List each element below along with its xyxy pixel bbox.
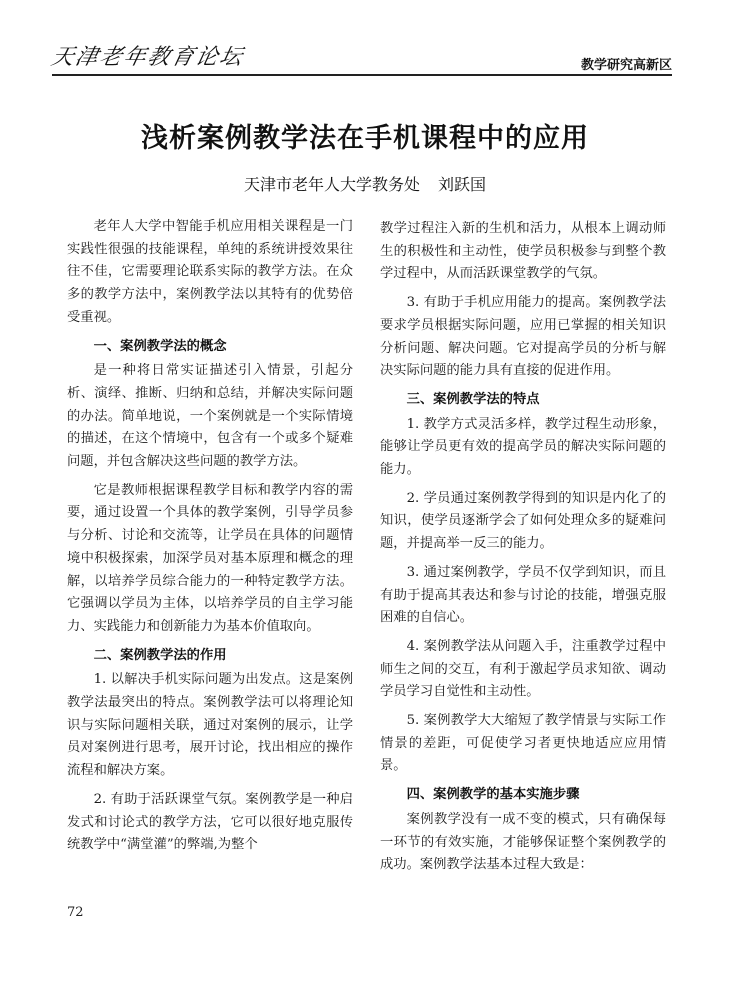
byline xyxy=(0,172,730,195)
body-paragraph: 案例教学没有一成不变的模式，只有确保每一环节的有效实施，才能够保证整个案例教学的成功。案例教学法基本过程大致是： xyxy=(380,811,666,873)
author-name: 刘跃国 xyxy=(438,175,487,194)
body-paragraph: 是一种将日常实证描述引入情景，引起分析、演绎、推断、归纳和总结，并解决实际问题的办法。简单地说，一个案例就是一个实际情境的描述，在这个情境中，包含有一个或多个疑难问题，并包含解决这些问题的教学方法。 xyxy=(67,363,353,470)
body-paragraph: 3. 有助于手机应用能力的提高。案例教学法要求学员根据实际问题，应用已掌握的相关知识分析问题、解决问题。它对提高学员的分析与解决实际问题的能力具有直接的促进作用。 xyxy=(380,295,666,379)
body-paragraph: 2. 有助于活跃课堂气氛。案例教学是一种启发式和讨论式的教学方法，它可以很好地克服传统教学中“满堂灌”的弊端,为整个 xyxy=(67,791,353,853)
section-heading: 一、案例教学法的概念 xyxy=(93,338,227,354)
body-paragraph: 教学过程注入新的生机和活力，从根本上调动师生的积极性和主动性，使学员积极参与到整个教学过程中，从而活跃课堂教学的气氛。 xyxy=(380,221,666,282)
body-paragraph: 它是教师根据课程教学目标和教学内容的需要，通过设置一个具体的教学案例，引导学员参与分析、讨论和交流等，让学员在具体的问题情境中积极探索，加深学员对基本原理和概念的理解，以培养学员综合能力的一种特定教学方法。它强调以学员为主体，以培养学员的自主学习能力、实践能力和创新能力为基本价值取向。 xyxy=(67,482,353,634)
page-number: 72 xyxy=(67,905,84,920)
left-column xyxy=(67,216,353,863)
body-paragraph: 3. 通过案例教学，学员不仅学到知识，而且有助于提高其表达和参与讨论的技能，增强克服困难的自信心。 xyxy=(380,564,666,626)
right-column xyxy=(380,218,666,883)
masthead xyxy=(48,40,672,76)
section-heading: 四、案例教学的基本实施步骤 xyxy=(406,787,580,803)
body-paragraph: 2. 学员通过案例教学得到的知识是内化了的知识，使学员逐渐学会了如何处理众多的疑难问题，并提高举一反三的能力。 xyxy=(380,490,666,552)
body-paragraph: 老年人大学中智能手机应用相关课程是一门实践性很强的技能课程，单纯的系统讲授效果往往不佳，它需要理论联系实际的教学方法。在众多的教学方法中，案例教学法以其特有的优势倍受重视。 xyxy=(67,219,353,325)
body-paragraph: 4. 案例教学法从问题入手，注重教学过程中师生之间的交互，有利于激起学员求知欲、调动学员学习自觉性和主动性。 xyxy=(380,638,666,700)
affiliation: 天津市老年人大学教务处 xyxy=(243,175,420,194)
journal-logo: 天津老年教育论坛 xyxy=(48,45,247,70)
section-heading: 三、案例教学法的特点 xyxy=(406,391,540,407)
body-paragraph: 1. 教学方式灵活多样，教学过程生动形象，能够让学员更有效的提高学员的解决实际问题的能力。 xyxy=(380,416,666,478)
body-paragraph: 5. 案例教学大大缩短了教学情景与实际工作情景的差距，可促使学习者更快地适应应用情景。 xyxy=(380,713,666,774)
section-heading: 二、案例教学法的作用 xyxy=(93,647,227,663)
body-paragraph: 1. 以解决手机实际问题为出发点。这是案例教学法最突出的特点。案例教学法可以将理论知识与实际问题相关联，通过对案例的展示，让学员对案例进行思考，展开讨论，找出相应的操作流程和解决方案。 xyxy=(67,672,353,779)
section-label: 教学研究高新区 xyxy=(580,58,672,73)
article-title: 浅析案例教学法在手机课程中的应用 xyxy=(141,123,589,154)
